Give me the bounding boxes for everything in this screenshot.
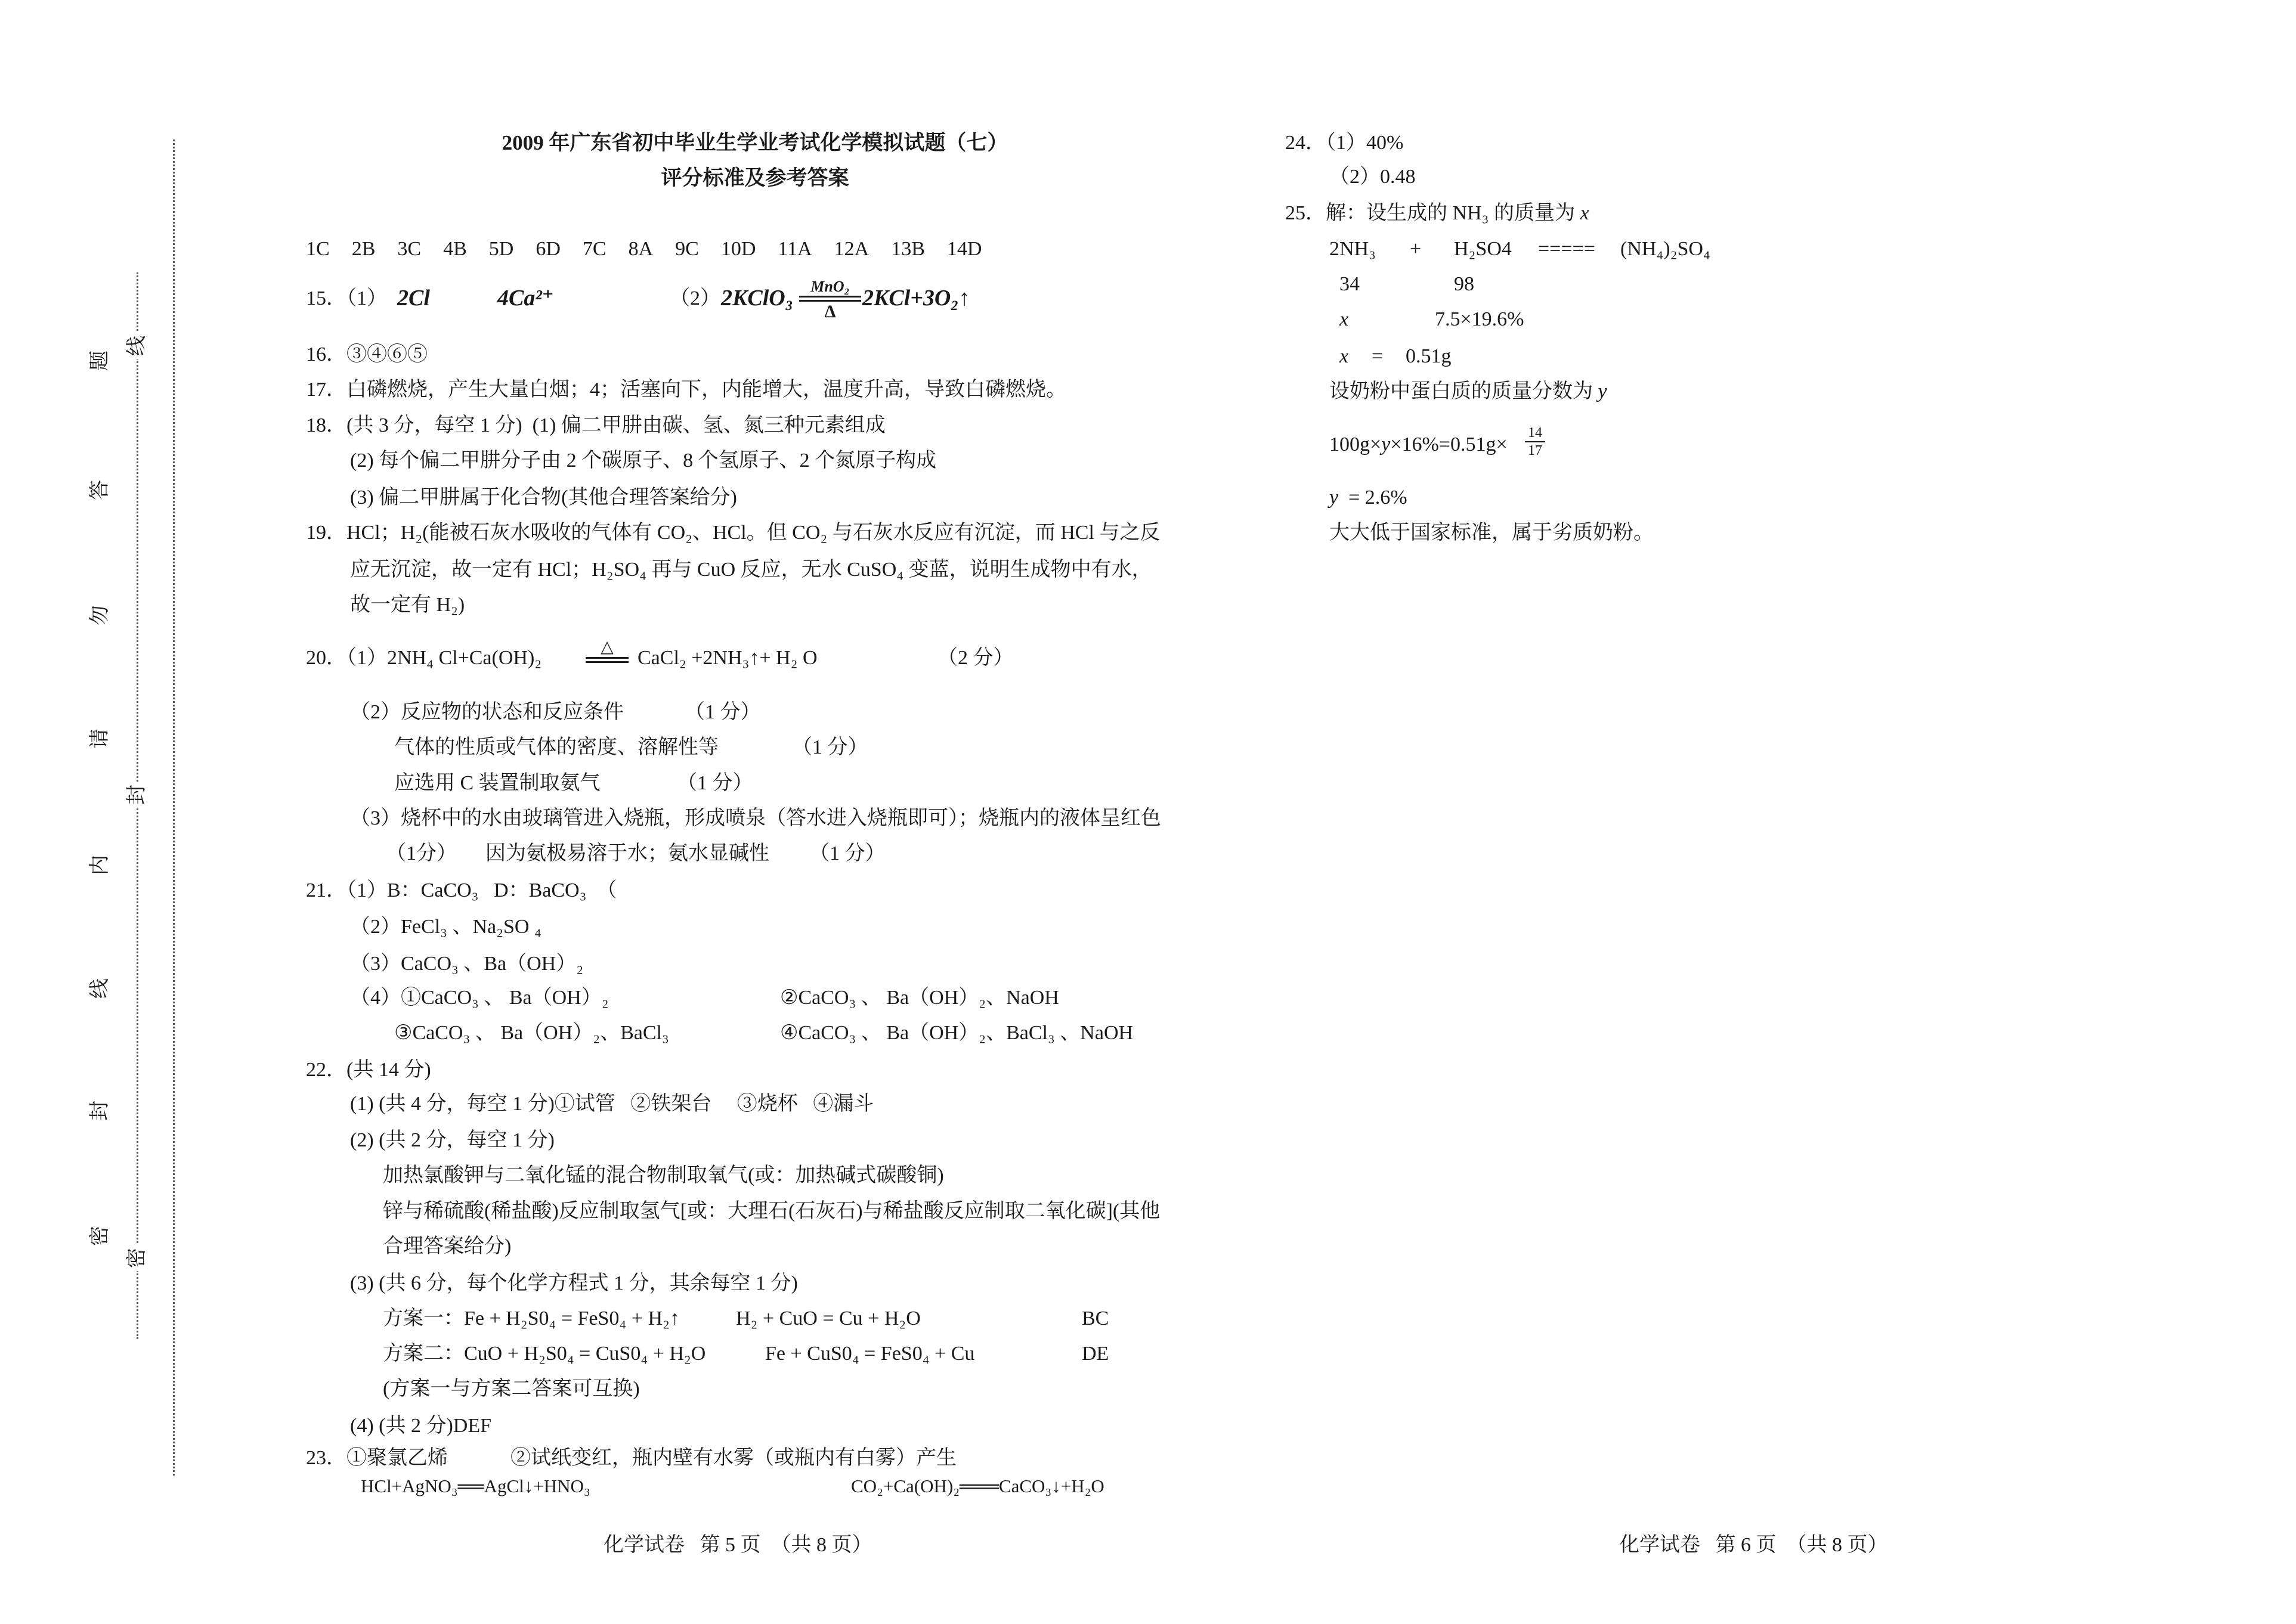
q21-option: ②CaCO₃ 、 Ba（OH）₂、NaOH bbox=[780, 987, 1059, 1009]
q25-intro bbox=[1285, 196, 1589, 231]
choice-answer: 9C bbox=[675, 238, 699, 260]
q20-part3-score1: （1分） bbox=[386, 842, 457, 864]
q25-setup-variable: y bbox=[1598, 380, 1607, 402]
binding-line-outer bbox=[173, 140, 175, 1476]
margin-char: 线 bbox=[87, 975, 113, 1002]
q25-eq-term: + bbox=[1410, 238, 1422, 260]
q25-mass: 98 bbox=[1454, 273, 1474, 295]
q20-equation-right: CaCl₂ +2NH₃↑+ H₂ O bbox=[638, 647, 818, 669]
margin-char: 勿 bbox=[87, 602, 113, 628]
q24-line: （2）0.48 bbox=[1329, 166, 1416, 188]
choice-answer: 5D bbox=[488, 238, 514, 260]
footer-page-6: 化学试卷 第 6 页 （共 8 页） bbox=[1619, 1534, 1888, 1556]
q25-calculation bbox=[1329, 427, 1508, 462]
q25-ratio-variable: x bbox=[1339, 308, 1349, 330]
q22-plan1-equation: H₂ + CuO = Cu + H₂O bbox=[736, 1307, 921, 1329]
q25-eq-term: 2NH₃ bbox=[1329, 238, 1376, 260]
q20-part2b-text: 气体的性质或气体的密度、溶解性等 bbox=[394, 736, 719, 758]
q20-score: （2 分） bbox=[937, 647, 1014, 669]
choice-answer: 14D bbox=[946, 238, 982, 260]
q21-option: ③CaCO₃ 、 Ba（OH）₂、BaCl₃ bbox=[394, 1022, 669, 1044]
choice-answer: 13B bbox=[891, 238, 925, 260]
q25-intro-text: 25．解：设生成的 NH₃ 的质量为 bbox=[1285, 202, 1580, 224]
q17-answer: 17．白磷燃烧，产生大量白烟；4；活塞向下，内能增大，温度升高，导致白磷燃烧。 bbox=[306, 379, 1066, 401]
q21-line: （2）FeCl₃ 、Na₂SO ₄ bbox=[350, 916, 541, 938]
q22-plan2-equation: Fe + CuS0₄ = FeS0₄ + Cu bbox=[765, 1343, 975, 1365]
choice-answer: 6D bbox=[536, 238, 561, 260]
q25-mass: 34 bbox=[1339, 273, 1360, 295]
q19-line: 19．HCl；H₂(能被石灰水吸收的气体有 CO₂、HCl。但 CO₂ 与石灰水反应有沉淀，而 HCl 与之反 bbox=[306, 522, 1161, 544]
binding-line-char: 密 bbox=[124, 1245, 150, 1271]
q22-line: 合理答案给分) bbox=[383, 1235, 512, 1257]
q15-answer-a: 2Cl bbox=[397, 286, 430, 311]
q15-part2-label: （2） bbox=[670, 287, 720, 309]
q25-setup bbox=[1329, 374, 1607, 409]
q20-part3-score2: （1 分） bbox=[809, 842, 886, 864]
q23-part2: ②试纸变红，瓶内壁有水雾（或瓶内有白雾）产生 bbox=[510, 1447, 957, 1469]
binding-line-char: 线 bbox=[124, 333, 150, 359]
q25-answer bbox=[1329, 480, 1407, 515]
binding-line-char: 封 bbox=[124, 782, 150, 808]
double-arrow-line bbox=[586, 657, 629, 663]
q25-answer-value: = 2.6% bbox=[1338, 486, 1407, 509]
margin-char: 答 bbox=[87, 477, 113, 503]
margin-char: 密 bbox=[87, 1223, 113, 1249]
q15-reactant: 2KClO₃ bbox=[721, 286, 793, 311]
q23-part1: 23．①聚氯乙烯 bbox=[306, 1447, 448, 1469]
q21-line: （3）CaCO₃ 、Ba（OH）₂ bbox=[350, 953, 584, 975]
q21-line: 21．（1）B：CaCO₃ D：BaCO₃ （ bbox=[306, 879, 617, 901]
choice-answer: 4B bbox=[443, 238, 467, 260]
page-subtitle: 评分标准及参考答案 bbox=[661, 166, 849, 190]
q22-line: 加热氯酸钾与二氧化锰的混合物制取氧气(或：加热碱式碳酸铜) bbox=[383, 1164, 944, 1186]
q25-calc-variable: y bbox=[1381, 433, 1391, 455]
q23-equation: CO₂+Ca(OH)₂═══CaCO₃↓+H₂O bbox=[851, 1476, 1104, 1496]
q25-ratio-value: 7.5×19.6% bbox=[1435, 308, 1524, 330]
margin-char: 题 bbox=[87, 348, 113, 374]
choice-answer: 10D bbox=[720, 238, 756, 260]
q22-line: (2) (共 2 分，每空 1 分) bbox=[350, 1129, 555, 1151]
choice-answer: 11A bbox=[778, 238, 812, 260]
q25-setup-text: 设奶粉中蛋白质的质量分数为 bbox=[1329, 380, 1598, 402]
q20-part2c-score: （1 分） bbox=[677, 772, 753, 794]
q22-line: (4) (共 2 分)DEF bbox=[350, 1415, 492, 1437]
q19-line: 故一定有 H₂) bbox=[350, 594, 465, 616]
q20-reaction-condition bbox=[586, 638, 629, 663]
choice-answer: 7C bbox=[582, 238, 607, 260]
q25-result-equals: = bbox=[1372, 345, 1384, 367]
margin-char: 请 bbox=[87, 726, 113, 752]
margin-char: 封 bbox=[87, 1098, 113, 1124]
q22-plan2-answer: DE bbox=[1082, 1343, 1109, 1365]
q22-line: (3) (共 6 分，每个化学方程式 1 分，其余每空 1 分) bbox=[350, 1272, 798, 1294]
q22-plan1-equation: 方案一：Fe + H₂S0₄ = FeS0₄ + H₂↑ bbox=[383, 1307, 680, 1329]
q22-line: 22．(共 14 分) bbox=[306, 1059, 431, 1081]
q20-part2-text: （2）反应物的状态和反应条件 bbox=[350, 701, 624, 723]
q20-part2c-text: 应选用 C 装置制取氨气 bbox=[394, 772, 601, 794]
q25-eq-term: (NH₄)₂SO₄ bbox=[1620, 238, 1710, 260]
page-title: 2009 年广东省初中毕业生学业考试化学模拟试题（七） bbox=[502, 131, 1008, 154]
choice-answer: 2B bbox=[351, 238, 376, 260]
q25-conclusion: 大大低于国家标准，属于劣质奶粉。 bbox=[1329, 522, 1654, 544]
double-arrow-line bbox=[799, 296, 861, 302]
q25-eq-term: ===== bbox=[1538, 238, 1595, 260]
heat-symbol: △ bbox=[601, 638, 614, 656]
q25-calc-post: ×16%=0.51g× bbox=[1390, 433, 1508, 455]
heat-symbol: Δ bbox=[824, 302, 836, 321]
q15-catalyst: MnO₂ bbox=[810, 278, 850, 295]
q18-line: (2) 每个偏二甲肼分子由 2 个碳原子、8 个氢原子、2 个氮原子构成 bbox=[350, 450, 937, 472]
q25-fraction bbox=[1525, 424, 1545, 459]
q20-part2-score: （1 分） bbox=[685, 701, 761, 723]
q24-line: 24．（1）40% bbox=[1285, 132, 1404, 154]
q25-result-variable: x bbox=[1339, 345, 1349, 367]
q15-products: 2KCl+3O₂↑ bbox=[862, 286, 970, 311]
q18-line: 18．(共 3 分，每空 1 分) (1) 偏二甲肼由碳、氢、氮三种元素组成 bbox=[306, 414, 886, 436]
q25-eq-term: H₂SO4 bbox=[1454, 238, 1512, 260]
q22-line: (1) (共 4 分，每空 1 分)①试管 ②铁架台 ③烧杯 ④漏斗 bbox=[350, 1093, 874, 1115]
q15-label: 15．（1） bbox=[306, 287, 387, 309]
footer-page-5: 化学试卷 第 5 页 （共 8 页） bbox=[604, 1534, 872, 1556]
q25-intro-variable: x bbox=[1580, 202, 1589, 224]
q22-line: 锌与稀硫酸(稀盐酸)反应制取氢气[或：大理石(石灰石)与稀盐酸反应制取二氧化碳](其他 bbox=[383, 1200, 1161, 1222]
choice-answer: 1C bbox=[306, 238, 330, 260]
q22-note: (方案一与方案二答案可互换) bbox=[383, 1378, 640, 1400]
margin-char: 内 bbox=[87, 852, 113, 878]
q21-option: （4）①CaCO₃ 、 Ba（OH）₂ bbox=[350, 987, 609, 1009]
choice-answer: 3C bbox=[397, 238, 422, 260]
q15-answer-b: 4Ca²⁺ bbox=[497, 286, 554, 311]
q19-line: 应无沉淀，故一定有 HCl；H₂SO₄ 再与 CuO 反应，无水 CuSO₄ 变蓝，说明生成物中有水， bbox=[350, 559, 1152, 581]
choice-answers bbox=[306, 231, 982, 266]
q25-answer-variable: y bbox=[1329, 486, 1339, 509]
q20-part3-text: （3）烧杯中的水由玻璃管进入烧瓶，形成喷泉（答水进入烧瓶即可）；烧瓶内的液体呈红色 bbox=[350, 807, 1161, 829]
q22-plan2-equation: 方案二：CuO + H₂S0₄ = CuS0₄ + H₂O bbox=[383, 1343, 706, 1365]
q15-reaction-condition bbox=[799, 278, 861, 322]
q18-line: (3) 偏二甲肼属于化合物(其他合理答案给分) bbox=[350, 486, 737, 509]
fraction-denominator: 17 bbox=[1528, 443, 1542, 458]
fraction-numerator: 14 bbox=[1528, 425, 1542, 441]
q21-option: ④CaCO₃ 、 Ba（OH）₂、BaCl₃ 、NaOH bbox=[780, 1022, 1134, 1044]
q25-calc-pre: 100g× bbox=[1329, 433, 1382, 455]
q16-answer: 16．③④⑥⑤ bbox=[306, 343, 428, 365]
q23-equation: HCl+AgNO₃══AgCl↓+HNO₃ bbox=[361, 1476, 590, 1496]
q25-result-value: 0.51g bbox=[1406, 345, 1452, 367]
q20-part2b-score: （1 分） bbox=[792, 736, 868, 758]
q20-part3b-text: 因为氨极易溶于水；氨水显碱性 bbox=[485, 842, 769, 864]
q20-equation-left: 20．（1）2NH₄ Cl+Ca(OH)₂ bbox=[306, 647, 542, 669]
choice-answer: 8A bbox=[628, 238, 654, 260]
choice-answer: 12A bbox=[834, 238, 869, 260]
q22-plan1-answer: BC bbox=[1082, 1307, 1109, 1329]
